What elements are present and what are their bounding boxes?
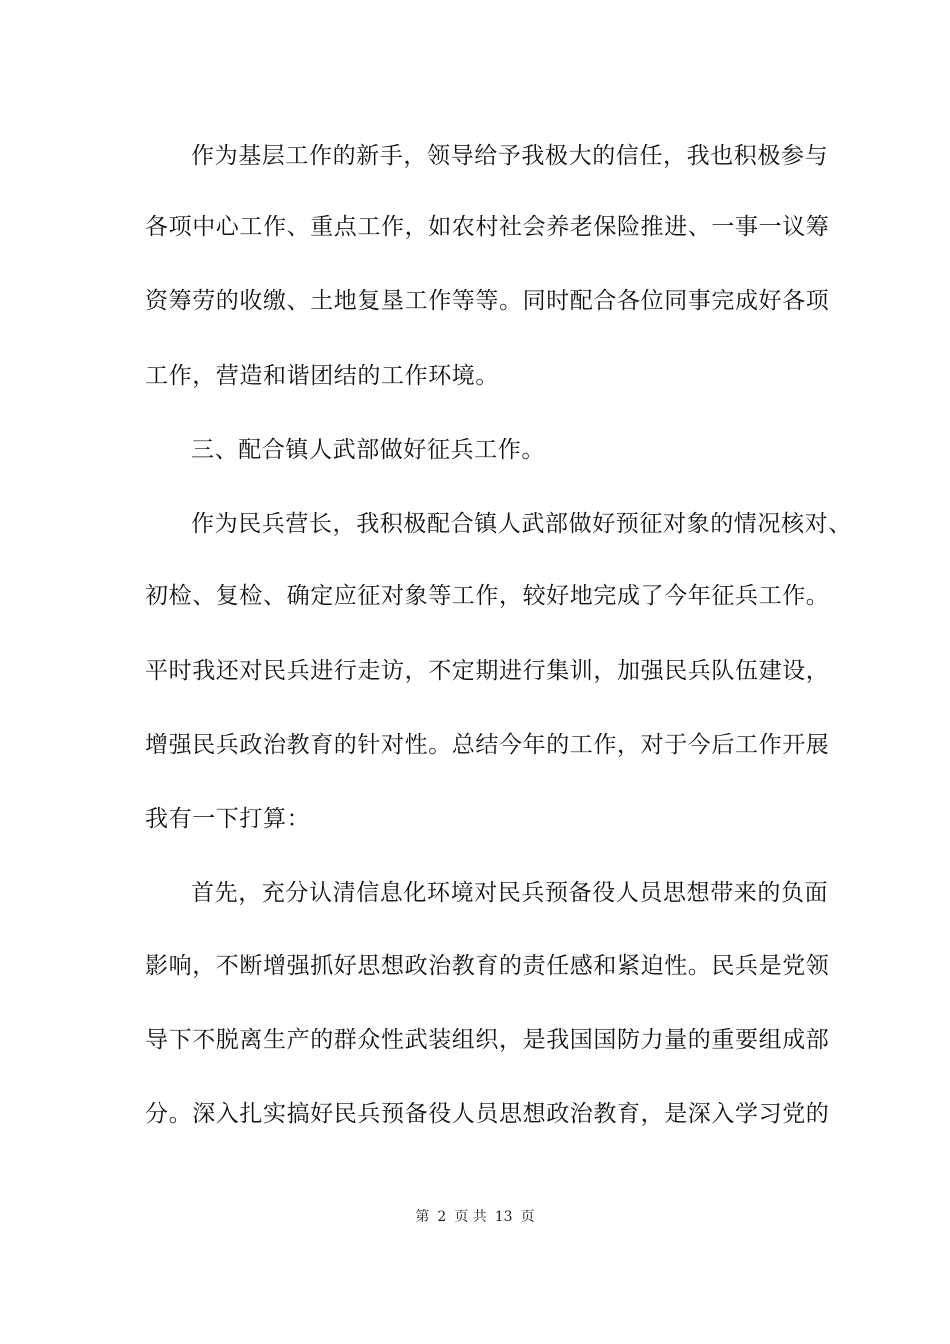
paragraph-line: 导下不脱离生产的群众性武装组织，是我国国防力量的重要组成部 xyxy=(145,1027,830,1053)
footer-suffix: 页 xyxy=(520,1209,535,1225)
paragraph-line: 各项中心工作、重点工作，如农村社会养老保险推进、一事一议筹 xyxy=(145,214,830,240)
page-footer xyxy=(0,1208,950,1226)
section-heading: 三、配合镇人武部做好征兵工作。 xyxy=(191,437,545,463)
footer-middle: 页 共 xyxy=(454,1209,487,1225)
page-number: 2 xyxy=(437,1209,447,1225)
footer-prefix: 第 xyxy=(415,1209,430,1225)
paragraph-line: 影响，不断增强抓好思想政治教育的责任感和紧迫性。民兵是党领 xyxy=(145,953,830,979)
paragraph-line: 作为基层工作的新手，领导给予我极大的信任，我也积极参与 xyxy=(191,143,829,169)
paragraph-line: 首先，充分认清信息化环境对民兵预备役人员思想带来的负面 xyxy=(191,880,829,906)
paragraph-line: 我有一下打算： xyxy=(145,806,311,832)
paragraph-line: 初检、复检、确定应征对象等工作，较好地完成了今年征兵工作。 xyxy=(145,583,830,609)
paragraph-line: 作为民兵营长，我积极配合镇人武部做好预征对象的情况核对、 xyxy=(191,511,852,537)
paragraph-line: 工作，营造和谐团结的工作环境。 xyxy=(145,363,499,389)
paragraph-line: 分。深入扎实搞好民兵预备役人员思想政治教育，是深入学习党的 xyxy=(145,1101,830,1127)
paragraph-line: 增强民兵政治教育的针对性。总结今年的工作，对于今后工作开展 xyxy=(145,732,830,758)
paragraph-line: 平时我还对民兵进行走访，不定期进行集训，加强民兵队伍建设， xyxy=(145,658,830,684)
paragraph-line: 资筹劳的收缴、土地复垦工作等等。同时配合各位同事完成好各项 xyxy=(145,288,830,314)
total-pages: 13 xyxy=(494,1209,513,1225)
